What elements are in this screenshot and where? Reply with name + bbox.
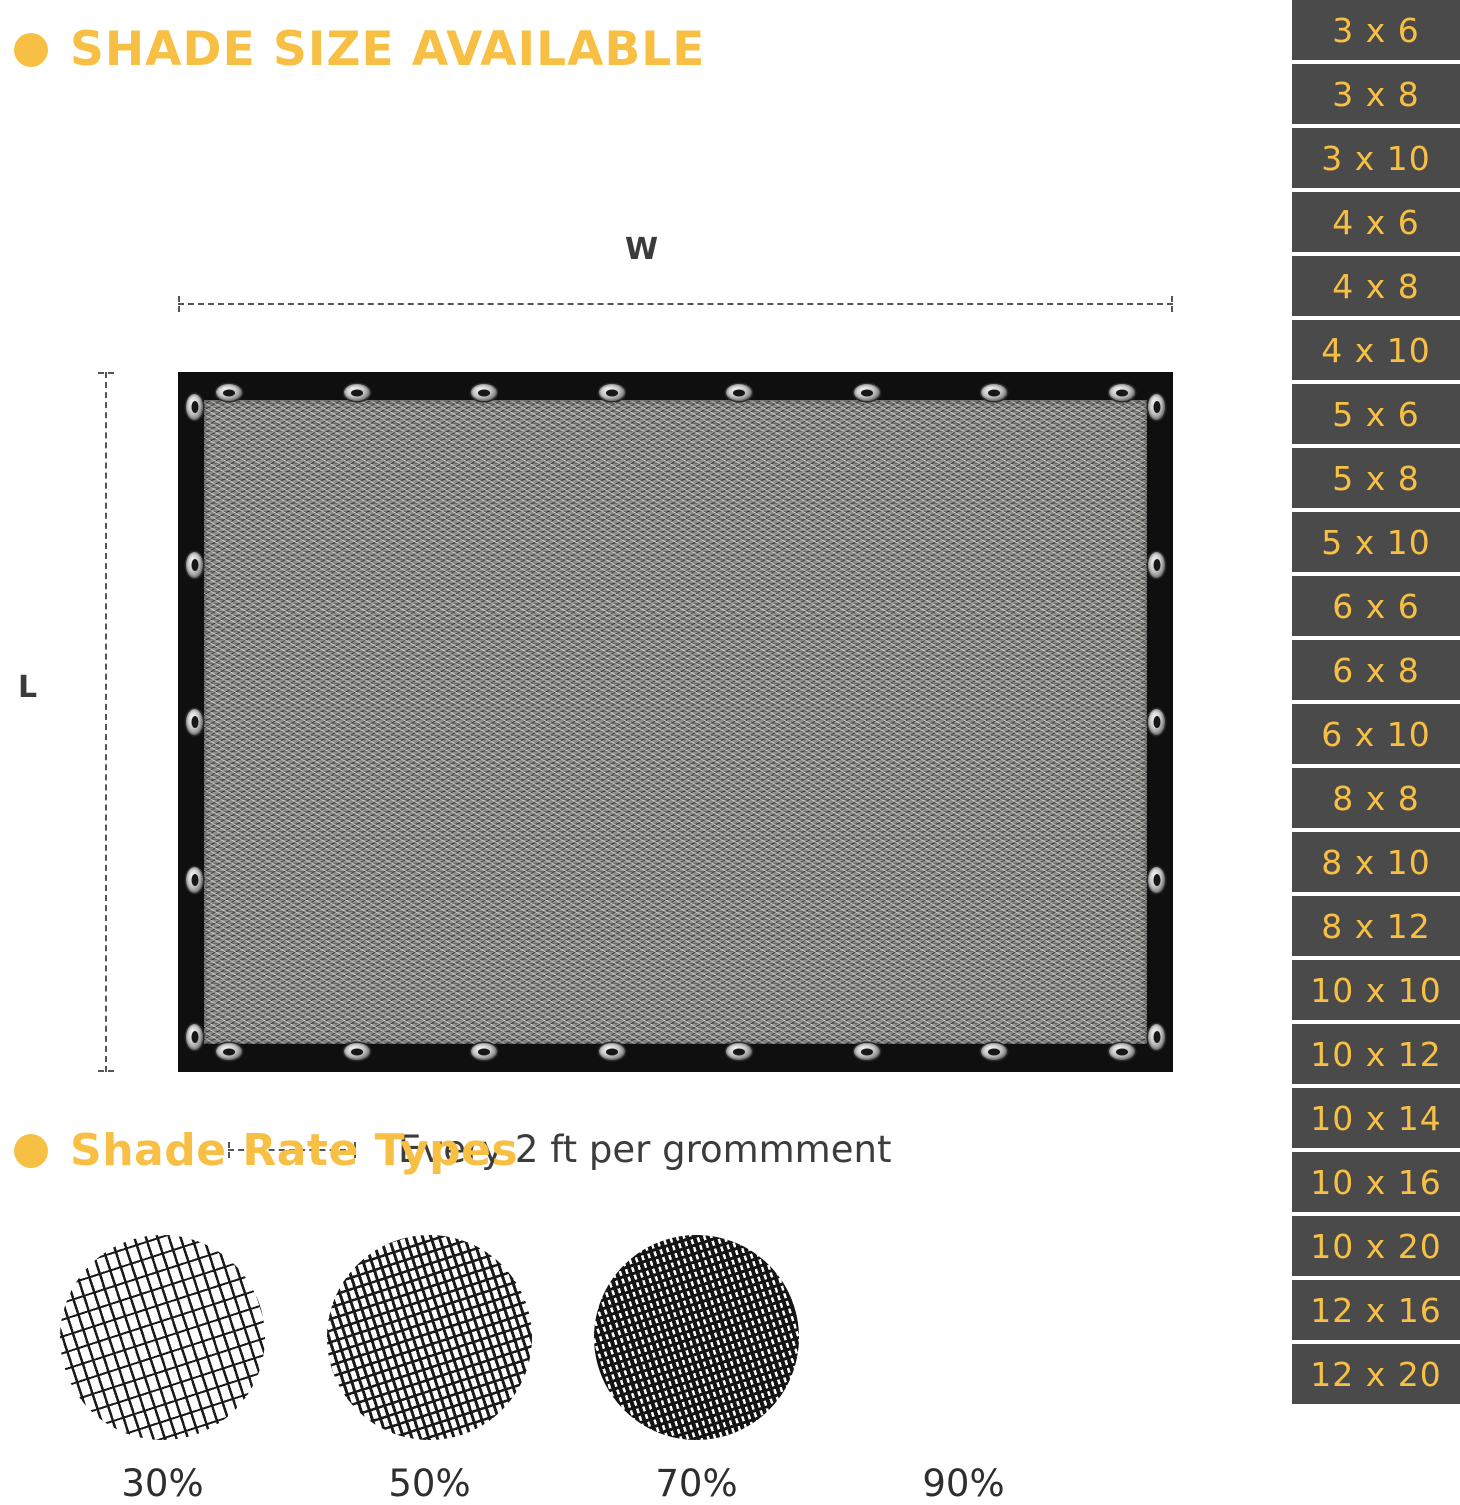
grommet-bottom: [726, 1043, 752, 1060]
available-size-list: [1292, 0, 1460, 1408]
width-dimension-dashes: [178, 303, 1173, 305]
shade-cloth-panel: [178, 372, 1173, 1072]
size-chip[interactable]: 8 x 8: [1292, 768, 1460, 828]
length-dimension-line: [98, 372, 114, 1072]
grommet-right: [1148, 867, 1165, 893]
grommet-right: [1148, 1024, 1165, 1050]
length-dimension-dashes: [105, 372, 107, 1072]
mesh-70-swatch: [594, 1235, 799, 1440]
grommet-right: [1148, 394, 1165, 420]
shade-rate-label: 50%: [388, 1462, 471, 1505]
grommet-top: [1109, 384, 1135, 401]
shade-rate-heading-label: Shade Rate Types: [70, 1125, 519, 1176]
grommet-bottom: [854, 1043, 880, 1060]
size-chip[interactable]: 6 x 6: [1292, 576, 1460, 636]
size-chip[interactable]: 12 x 16: [1292, 1280, 1460, 1340]
shade-rate-swatch: [327, 1235, 532, 1505]
size-chip[interactable]: 10 x 14: [1292, 1088, 1460, 1148]
size-chip[interactable]: 5 x 10: [1292, 512, 1460, 572]
size-chip[interactable]: 4 x 8: [1292, 256, 1460, 316]
grommet-bottom: [216, 1043, 242, 1060]
size-chip[interactable]: 6 x 8: [1292, 640, 1460, 700]
length-dimension-bottom-cap: [98, 1070, 114, 1072]
grommet-top: [981, 384, 1007, 401]
grommet-top: [344, 384, 370, 401]
grommet-right: [1148, 552, 1165, 578]
grommet-right: [1148, 709, 1165, 735]
grommet-left: [186, 709, 203, 735]
grommet-left: [186, 552, 203, 578]
grommet-bottom: [471, 1043, 497, 1060]
grommet-left: [186, 867, 203, 893]
grommet-top: [471, 384, 497, 401]
size-chip[interactable]: 6 x 10: [1292, 704, 1460, 764]
size-chip[interactable]: 3 x 10: [1292, 128, 1460, 188]
size-chip[interactable]: 10 x 10: [1292, 960, 1460, 1020]
shade-size-heading-label: SHADE SIZE AVAILABLE: [70, 22, 706, 77]
shade-size-heading: [14, 22, 705, 77]
size-chip[interactable]: 12 x 20: [1292, 1344, 1460, 1404]
grommet-left: [186, 394, 203, 420]
size-chip[interactable]: 3 x 8: [1292, 64, 1460, 124]
grommet-spacing-text: Every 2 ft per grommment: [398, 1128, 892, 1171]
size-chip[interactable]: 8 x 10: [1292, 832, 1460, 892]
width-dimension-right-cap: [1171, 296, 1173, 312]
length-dimension-label: L: [18, 670, 38, 705]
width-dimension-line: [178, 296, 1173, 312]
grommet-bottom: [599, 1043, 625, 1060]
grommet-left: [186, 1024, 203, 1050]
grommet-top: [854, 384, 880, 401]
bullet-dot-icon: [14, 33, 48, 67]
grommet-bottom: [1109, 1043, 1135, 1060]
shade-rate-swatch: [60, 1235, 265, 1505]
size-chip[interactable]: 4 x 6: [1292, 192, 1460, 252]
grommet-top: [216, 384, 242, 401]
shade-rate-heading: [14, 1125, 518, 1176]
grommet-top: [599, 384, 625, 401]
mesh-90-swatch: [861, 1235, 1066, 1440]
shade-rate-label: 70%: [655, 1462, 738, 1505]
shade-rate-swatch: [861, 1235, 1066, 1505]
size-chip[interactable]: 5 x 6: [1292, 384, 1460, 444]
size-chip[interactable]: 5 x 8: [1292, 448, 1460, 508]
shade-rate-label: 90%: [922, 1462, 1005, 1505]
size-chip[interactable]: 10 x 16: [1292, 1152, 1460, 1212]
shade-rate-label: 30%: [121, 1462, 204, 1505]
grommet-top: [726, 384, 752, 401]
shade-rate-swatch-list: [60, 1235, 1190, 1505]
mesh-50-swatch: [327, 1235, 532, 1440]
size-chip[interactable]: 10 x 20: [1292, 1216, 1460, 1276]
bullet-dot-icon: [14, 1134, 48, 1168]
grommet-bottom: [981, 1043, 1007, 1060]
size-chip[interactable]: 8 x 12: [1292, 896, 1460, 956]
shade-cloth-mesh-fabric: [204, 400, 1147, 1044]
size-chip[interactable]: 4 x 10: [1292, 320, 1460, 380]
shade-rate-swatch: [594, 1235, 799, 1505]
mesh-30-swatch: [60, 1235, 265, 1440]
grommet-bottom: [344, 1043, 370, 1060]
size-chip[interactable]: 3 x 6: [1292, 0, 1460, 60]
size-chip[interactable]: 10 x 12: [1292, 1024, 1460, 1084]
width-dimension-label: W: [625, 232, 659, 267]
